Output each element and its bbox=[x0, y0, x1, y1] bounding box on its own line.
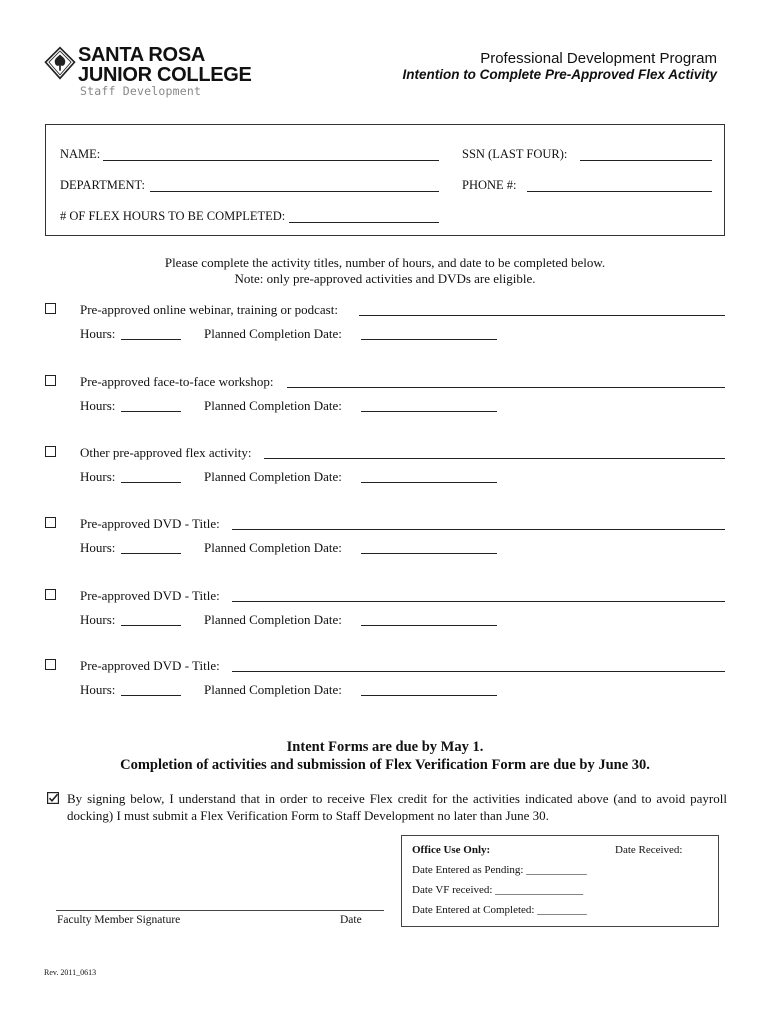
activity-title-field[interactable] bbox=[232, 529, 725, 530]
activity-label: Pre-approved DVD - Title: bbox=[80, 516, 220, 531]
activity-label: Pre-approved online webinar, training or podcast: bbox=[80, 302, 338, 317]
hours-field[interactable] bbox=[121, 625, 181, 626]
name-label: NAME: bbox=[60, 147, 101, 161]
date-received-label: Date Received: bbox=[615, 844, 683, 856]
activity-title-field[interactable] bbox=[359, 315, 725, 316]
agreement-checkbox[interactable] bbox=[47, 792, 59, 804]
deadline-notice bbox=[0, 738, 770, 774]
activity-title-field[interactable] bbox=[232, 601, 725, 602]
flex-hours-field[interactable] bbox=[289, 222, 439, 223]
completion-date-field[interactable] bbox=[361, 339, 497, 340]
activity-checkbox[interactable] bbox=[45, 517, 56, 528]
hours-label: Hours: bbox=[80, 612, 116, 627]
activity-label: Other pre-approved flex activity: bbox=[80, 445, 252, 460]
department-field[interactable] bbox=[150, 191, 439, 192]
department-label: DEPARTMENT: bbox=[60, 178, 145, 192]
ssn-label: SSN (LAST FOUR): bbox=[462, 147, 568, 161]
hours-field[interactable] bbox=[121, 339, 181, 340]
activity-label: Pre-approved DVD - Title: bbox=[80, 658, 220, 673]
hours-field[interactable] bbox=[121, 411, 181, 412]
flex-hours-label: # OF FLEX HOURS TO BE COMPLETED: bbox=[60, 209, 286, 223]
completion-date-label: Planned Completion Date: bbox=[204, 612, 342, 627]
date-pending-field: Date Entered as Pending: ___________ bbox=[412, 864, 587, 876]
activity-checkbox[interactable] bbox=[45, 659, 56, 670]
signature-line[interactable] bbox=[56, 910, 384, 911]
office-use-box bbox=[401, 835, 719, 927]
completion-date-label: Planned Completion Date: bbox=[204, 398, 342, 413]
completion-date-field[interactable] bbox=[361, 553, 497, 554]
completion-date-label: Planned Completion Date: bbox=[204, 540, 342, 555]
form-title: Intention to Complete Pre-Approved Flex Activity bbox=[402, 67, 717, 82]
hours-label: Hours: bbox=[80, 469, 116, 484]
completion-date-field[interactable] bbox=[361, 411, 497, 412]
activity-checkbox[interactable] bbox=[45, 303, 56, 314]
activity-checkbox[interactable] bbox=[45, 589, 56, 600]
date-completed-field: Date Entered at Completed: _________ bbox=[412, 904, 587, 916]
signature-date-label: Date bbox=[340, 914, 362, 926]
instructions-line2: Note: only pre-approved activities and DVDs are eligible. bbox=[234, 271, 536, 286]
instructions-line1: Please complete the activity titles, number of hours, and date to be completed below. bbox=[164, 255, 606, 270]
completion-date-field[interactable] bbox=[361, 695, 497, 696]
completion-deadline: Completion of activities and submission of Flex Verification Form are due by June 30. bbox=[120, 757, 650, 773]
signature-label: Faculty Member Signature bbox=[57, 914, 181, 926]
hours-field[interactable] bbox=[121, 695, 181, 696]
agreement-text: By signing below, I understand that in order to receive Flex credit for the activities indicated above (and to avoid payroll docking) I must submit a Flex Verification Form to Staff Development no later than June 30. bbox=[67, 791, 727, 823]
activity-checkbox[interactable] bbox=[45, 375, 56, 386]
hours-label: Hours: bbox=[80, 326, 116, 341]
instructions bbox=[0, 255, 770, 287]
program-title: Professional Development Program bbox=[480, 50, 717, 67]
hours-field[interactable] bbox=[121, 482, 181, 483]
hours-label: Hours: bbox=[80, 682, 116, 697]
completion-date-field[interactable] bbox=[361, 482, 497, 483]
hours-label: Hours: bbox=[80, 540, 116, 555]
activity-title-field[interactable] bbox=[264, 458, 725, 459]
activity-title-field[interactable] bbox=[232, 671, 725, 672]
activity-label: Pre-approved face-to-face workshop: bbox=[80, 374, 274, 389]
hours-field[interactable] bbox=[121, 553, 181, 554]
department-subtitle: Staff Development bbox=[80, 84, 202, 98]
college-seal-logo bbox=[43, 45, 77, 81]
completion-date-field[interactable] bbox=[361, 625, 497, 626]
date-vf-received-field: Date VF received: ________________ bbox=[412, 884, 584, 896]
college-name-line1: SANTA ROSA bbox=[78, 44, 206, 66]
completion-date-label: Planned Completion Date: bbox=[204, 326, 342, 341]
office-use-title: Office Use Only: bbox=[412, 844, 491, 856]
intent-deadline: Intent Forms are due by May 1. bbox=[286, 739, 484, 755]
revision-number: Rev. 2011_0613 bbox=[44, 968, 97, 977]
completion-date-label: Planned Completion Date: bbox=[204, 682, 342, 697]
name-field[interactable] bbox=[103, 160, 439, 161]
activity-checkbox[interactable] bbox=[45, 446, 56, 457]
activity-label: Pre-approved DVD - Title: bbox=[80, 588, 220, 603]
activity-title-field[interactable] bbox=[287, 387, 725, 388]
completion-date-label: Planned Completion Date: bbox=[204, 469, 342, 484]
phone-label: PHONE #: bbox=[462, 178, 517, 192]
phone-field[interactable] bbox=[527, 191, 712, 192]
ssn-field[interactable] bbox=[580, 160, 712, 161]
hours-label: Hours: bbox=[80, 398, 116, 413]
college-name-line2: JUNIOR COLLEGE bbox=[78, 64, 252, 86]
college-name bbox=[78, 45, 252, 85]
